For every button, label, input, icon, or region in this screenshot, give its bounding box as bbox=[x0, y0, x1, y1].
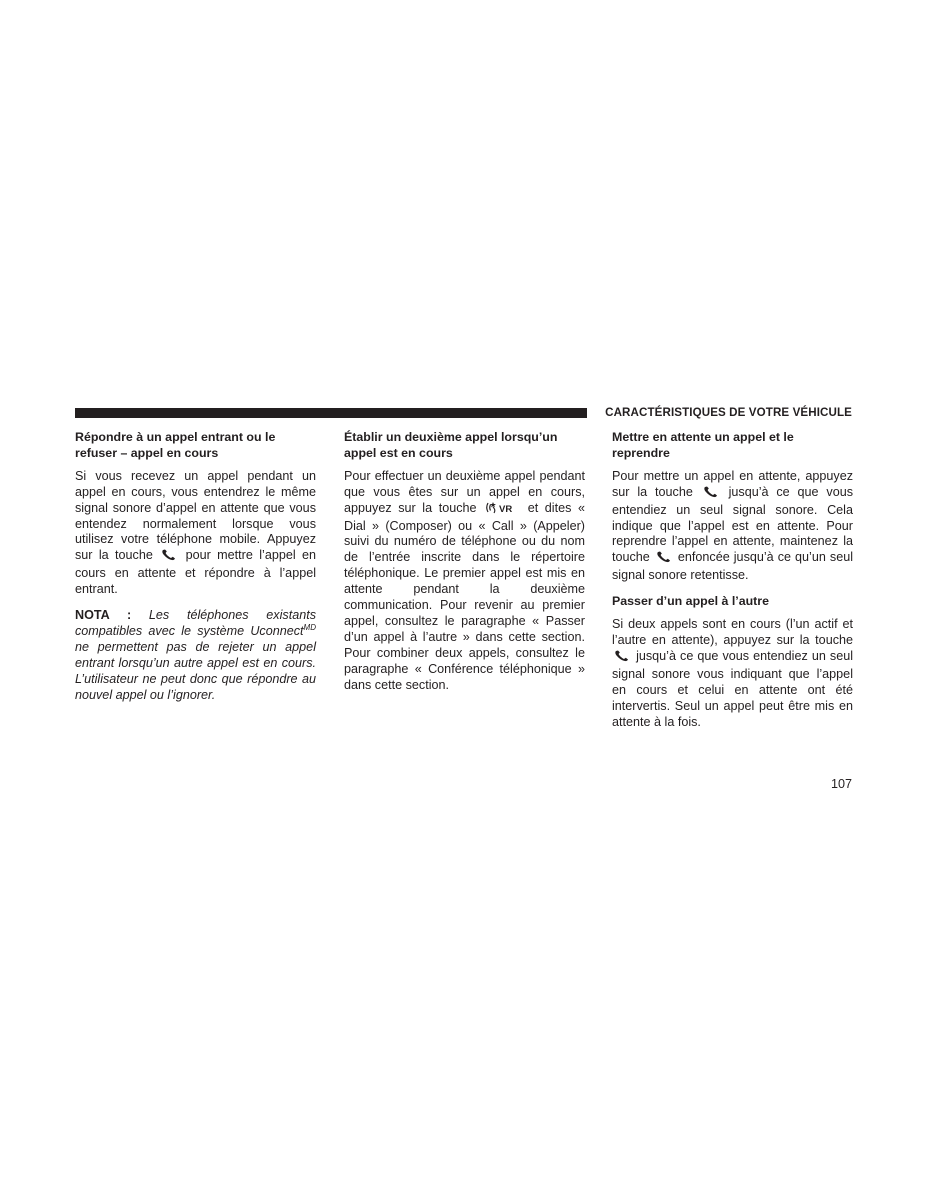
phone-icon bbox=[614, 650, 630, 667]
heading-switch-calls: Passer d’un appel à l’autre bbox=[612, 594, 770, 609]
column-1 bbox=[75, 430, 316, 714]
phone-icon bbox=[703, 486, 719, 503]
paragraph-switch-calls: Si deux appels sont en cours (l’un actif et l’autre en attente), appuyez sur la touche jusqu’à ce que vous entendiez un seul signal sonore vous indiquant que l’appel en cours et celui en attente ont été intervertis. Seul un appel peut être mis en attente à la fois. bbox=[612, 617, 854, 729]
svg-text:VR: VR bbox=[499, 503, 513, 514]
page-number: 107 bbox=[830, 777, 852, 791]
column-2 bbox=[344, 430, 585, 704]
voice-recognition-icon bbox=[485, 501, 519, 519]
heading-hold-resume: Mettre en attente un appel et le reprendre bbox=[612, 430, 794, 460]
nota-label: NOTA : bbox=[75, 608, 132, 623]
column-3 bbox=[612, 430, 853, 740]
heading-answer-reject: Répondre à un appel entrant ou le refuser – appel en cours bbox=[75, 430, 276, 460]
heading-second-call: Établir un deuxième appel lorsqu’un appel est en cours bbox=[344, 430, 558, 460]
nota-paragraph: NOTA : Les téléphones existants compatibles avec le système Uconnect$^{MD}$ ne permettent pas de rejeter un appel entrant lorsqu’un autre appel est en cours. L’utilisateur ne peut donc que répondre au nouvel appel ou l’ignorer. bbox=[75, 608, 317, 702]
paragraph-hold-resume: Pour mettre un appel en attente, appuyez sur la touche jusqu’à ce que vous entendiez un seul signal sonore. Cela indique que l’appel est en attente. Pour reprendre l’appel en attente, maintenez la touche enfoncée jusqu’à ce qu’un seul signal sonore retentisse. bbox=[612, 468, 854, 583]
section-title: CARACTÉRISTIQUES DE VOTRE VÉHICULE bbox=[605, 406, 852, 419]
phone-icon bbox=[161, 549, 177, 566]
paragraph-second-call: Pour effectuer un deuxième appel pendant que vous êtes sur un appel en cours, appuyez sur la touche VR et dites « Dial » (Composer) ou « Call » (Appeler) suivi du numéro de téléphone ou du nom de l’entrée inscrite dans le répertoire téléphonique. Le premier appel est mis en attente pendant la deuxième communication. Pour revenir au premier appel, consultez le paragraphe « Passer d’un appel à l’autre » dans cette section. Pour combiner deux appels, consultez le paragraphe « Conférence téléphonique » dans cette section. bbox=[344, 468, 585, 692]
header-rule bbox=[75, 408, 587, 418]
phone-icon bbox=[656, 551, 672, 568]
paragraph-answer-reject: Si vous recevez un appel pendant un appel en cours, vous entendrez le même signal sonore d’appel en attente que vous entendez normalement lorsque vous utilisez votre téléphone mobile. Appuyez sur la touche pour mettre l’appel en cours en attente et répondre à l’appel entrant. bbox=[75, 468, 317, 597]
